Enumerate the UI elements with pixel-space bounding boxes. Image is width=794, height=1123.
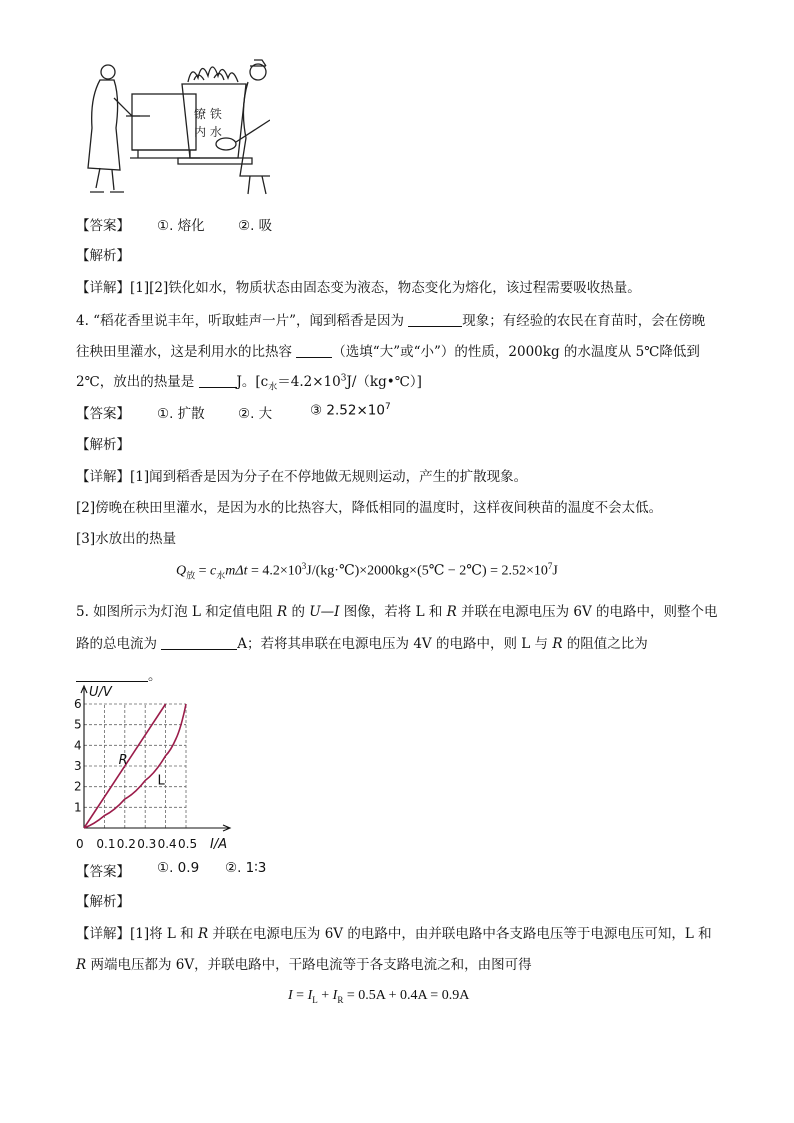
q3-answer-1: ①. 熔化 [157,218,205,234]
x-axis-label: I/A [210,837,228,852]
q3-answer-tag: 【答案】 [76,218,130,234]
iron-melting-illustration [70,58,270,200]
q5-analysis-tag: 【解析】 [76,894,130,910]
q4-question-line-3 [76,370,422,393]
formula-sub: R [337,994,344,1005]
y-tick-label: 2 [74,779,82,794]
q4-blank-3[interactable] [199,373,237,388]
q5-detail-tag: 【详解】 [76,926,130,942]
q4-answer-2: ②. 大 [238,406,273,422]
q5-symbol: R [197,926,209,942]
ui-graph [70,682,240,854]
q5-text: 。 [148,668,162,684]
q5-question-line-2 [76,632,648,652]
formula-sup: 7 [547,561,553,571]
q4-blank-1[interactable] [408,312,462,327]
illustration-drawing [70,58,270,200]
q4-question-line-1 [76,309,705,329]
q4-heat-formula [176,561,558,581]
q4-text: （选填“大”或“小”）的性质，2000kg 的水温度从 5℃降低到 [332,344,700,360]
formula-part: = 0.5A + 0.4A = 0.9A [343,988,470,1003]
series-label-R: R [118,752,128,768]
formula-sub: L [312,994,318,1005]
y-tick-label: 5 [74,717,82,732]
q4-text: 4. “稻花香里说丰年，听取蛙声一片”，闻到稻香是因为 [76,313,404,329]
formula-part: + [317,988,333,1003]
y-tick-label: 3 [74,759,82,773]
series-label-L: L [157,773,165,789]
formula-symbol: I [332,988,338,1003]
q5-text: A；若将其串联在电源电压为 4V 的电路中，则 L 与 [237,636,553,652]
ui-graph-svg [70,682,240,854]
q4-text: 2℃，放出的热量是 [76,374,195,390]
x-tick-label: 0.1 [96,837,116,851]
formula-part: = [292,988,308,1003]
y-tick-label: 4 [74,738,82,753]
q4-detail-tag: 【详解】 [76,469,130,485]
q5-symbol: U—I [309,604,340,620]
q4-text: 往秧田里灌水，这是利用水的比热容 [76,344,292,360]
q4-blank-2[interactable] [296,343,332,358]
q5-text: 5. 如图所示为灯泡 L 和定值电阻 [76,604,278,620]
formula-symbol: c [210,563,217,579]
x-tick-label: 0.5 [178,837,198,851]
q3-analysis-tag: 【解析】 [76,248,130,264]
q5-question-line-3 [76,664,162,684]
q5-text: 的阻值之比为 [562,636,648,652]
q4-detail-1 [76,465,527,485]
q5-question-line-1 [76,600,718,620]
q5-detail-text: [1]将 L 和 [130,926,198,942]
q5-detail-text: 两端电压都为 6V，并联电路中，干路电流等于各支路电流之和，由图可得 [86,957,532,973]
formula-part: = [195,563,211,579]
q5-blank-1[interactable] [161,635,237,650]
formula-part: J/(kg·℃)×2000kg×(5℃ − 2℃) = 2.52×10 [306,563,548,579]
q5-detail-text: 并联在电源电压为 6V 的电路中，由并联电路中各支路电压等于电源电压可知，L 和 [208,926,712,942]
q5-answer-tag: 【答案】 [76,864,130,880]
q5-detail-1 [76,922,712,942]
formula-sub: 放 [186,570,196,581]
q4-sup: 3 [340,373,347,384]
q5-text: 的 [287,604,310,620]
q4-text: J。[c [236,374,269,390]
furnace-text-2: 内 水 [194,125,222,139]
y-axis-label: U/V [89,685,112,700]
q4-answer-3 [310,402,391,419]
q5-text: 路的总电流为 [76,636,157,652]
q3-detail-text: [1][2]铁化如水，物质状态由固态变为液态，物态变化为熔化，该过程需要吸收热量。 [130,280,641,296]
formula-symbol: I [288,988,293,1003]
q4-detail-2: [2]傍晚在秧田里灌水，是因为水的比热容大，降低相同的温度时，这样夜间秧苗的温度不会太低。 [76,500,663,516]
formula-sup: 3 [301,561,307,571]
x-tick-label: 0 [76,837,84,851]
q5-current-formula [288,988,469,1005]
q4-text: 现象；有经验的农民在育苗时，会在傍晚 [462,313,706,329]
q4-sub: 水 [268,382,278,393]
q4-detail-3: [3]水放出的热量 [76,531,177,547]
q4-answer-1: ①. 扩散 [157,406,205,422]
q5-text: 图像，若将 L 和 [339,604,447,620]
q5-answer-2: ②. 1∶3 [225,860,267,876]
q4-analysis-tag: 【解析】 [76,437,130,453]
q4-detail-text-1: [1]闻到稻香是因为分子在不停地做无规则运动，产生的扩散现象。 [130,469,528,485]
formula-part: J [552,563,558,579]
q5-detail-2 [76,953,532,973]
y-tick-label: 1 [74,800,82,815]
q5-symbol: R [277,604,288,620]
x-tick-label: 0.4 [157,837,177,851]
q3-answer-2: ②. 吸 [238,218,273,234]
q4-answer-3-sup: 7 [384,402,391,412]
y-tick-label: 6 [74,697,82,711]
q4-text: ＝4.2×10 [277,374,341,390]
q5-symbol: R [552,636,563,652]
q5-text: 并联在电源电压为 6V 的电路中，则整个电 [456,604,718,620]
formula-sub: 水 [216,570,226,581]
x-tick-label: 0.3 [137,837,157,851]
furnace-text-1: 镣 铁 [194,107,222,121]
formula-symbol: I [307,988,313,1003]
q5-blank-2[interactable] [76,667,148,682]
q3-detail-tag: 【详解】 [76,280,130,296]
q4-answer-tag: 【答案】 [76,406,130,422]
x-tick-label: 0.2 [116,837,136,851]
q5-answer-1: ①. 0.9 [157,860,200,876]
q3-detail [76,276,641,296]
q4-answer-3-text: ③ 2.52×10 [310,402,385,419]
q5-symbol: R [446,604,457,620]
formula-symbol: mΔt [225,563,248,579]
q5-symbol: R [76,957,87,973]
formula-symbol: Q [176,563,187,579]
formula-part: = 4.2×10 [247,563,302,579]
q4-question-line-2 [76,340,700,360]
q4-text: J/（kg•℃）] [346,374,422,390]
